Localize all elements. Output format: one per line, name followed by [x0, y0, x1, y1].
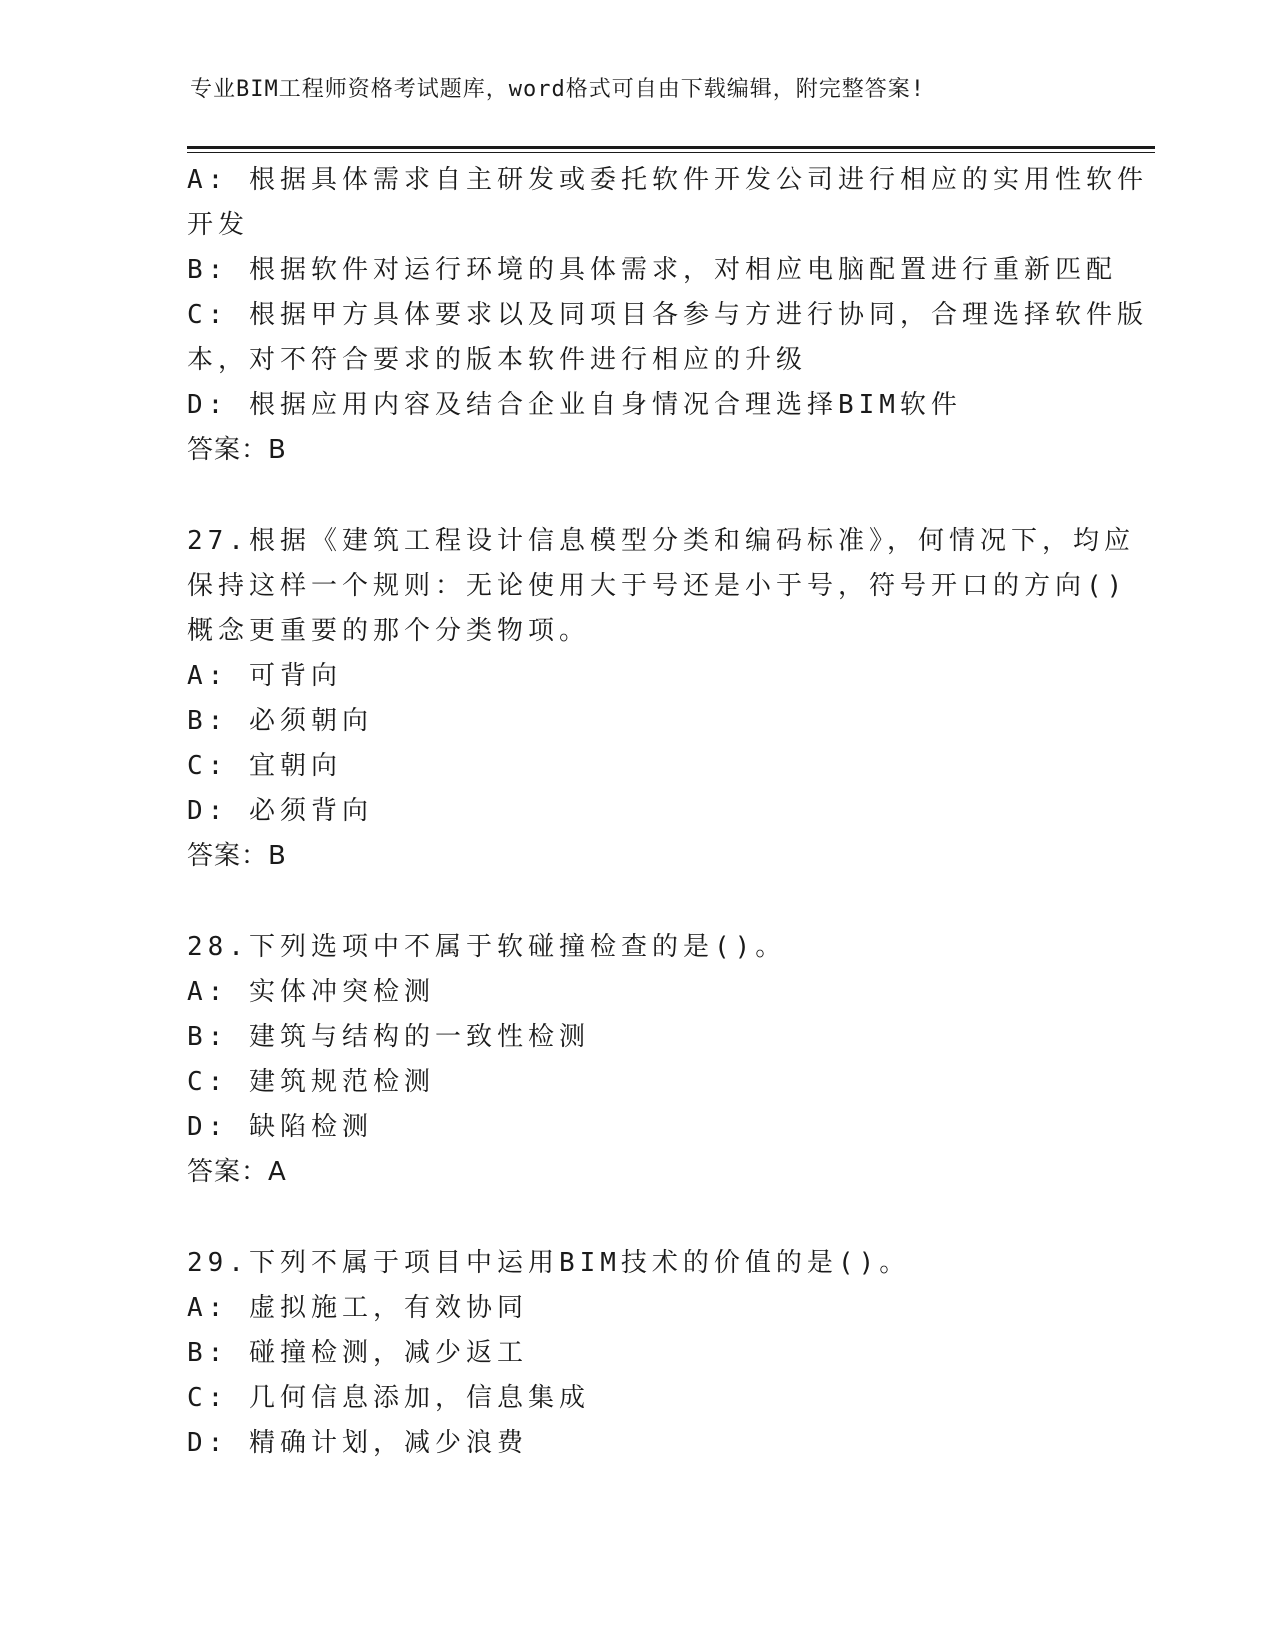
option-d: D: 根据应用内容及结合企业自身情况合理选择BIM软件: [187, 390, 962, 420]
option-c: C: 宜朝向: [187, 751, 342, 781]
answer: 答案：A: [187, 1157, 287, 1187]
spacer: [187, 879, 1087, 925]
question-text: 27.根据《建筑工程设计信息模型分类和编码标准》，何情况下，均应: [187, 526, 1135, 556]
option-b: B: 必须朝向: [187, 706, 373, 736]
question-text-continued: 概念更重要的那个分类物项。: [187, 616, 591, 646]
question-list: [187, 158, 1148, 1466]
question-text: 28.下列选项中不属于软碰撞检查的是()。: [187, 932, 787, 962]
question-text: 29.下列不属于项目中运用BIM技术的价值的是()。: [187, 1248, 911, 1278]
option-d: D: 必须背向: [187, 796, 373, 826]
question-29: [187, 1241, 1087, 1466]
option-a: A: 可背向: [187, 661, 342, 691]
answer: 答案：B: [187, 841, 287, 871]
spacer: [187, 1195, 1087, 1241]
question-text-continued: 保持这样一个规则：无论使用大于号还是小于号，符号开口的方向(): [187, 571, 1128, 601]
option-b: B: 建筑与结构的一致性检测: [187, 1022, 590, 1052]
option-a-continued: 开发: [187, 210, 250, 240]
option-a: A: 虚拟施工，有效协同: [187, 1293, 528, 1323]
option-c: C: 建筑规范检测: [187, 1067, 435, 1097]
page-header: 专业BIM工程师资格考试题库，word格式可自由下载编辑，附完整答案!: [190, 77, 925, 102]
option-a: A: 根据具体需求自主研发或委托软件开发公司进行相应的实用性软件: [187, 165, 1148, 195]
header-rule-thin: [187, 152, 1155, 153]
question-27: [187, 519, 1135, 879]
option-c-continued: 本，对不符合要求的版本软件进行相应的升级: [187, 345, 808, 375]
option-b: B: 碰撞检测，减少返工: [187, 1338, 528, 1368]
option-c: C: 根据甲方具体要求以及同项目各参与方进行协同，合理选择软件版: [187, 300, 1148, 330]
spacer: [187, 473, 1087, 519]
question-28: [187, 925, 1087, 1195]
option-b: B: 根据软件对运行环境的具体需求，对相应电脑配置进行重新匹配: [187, 255, 1117, 285]
option-a: A: 实体冲突检测: [187, 977, 435, 1007]
question-26: [187, 158, 1148, 473]
option-d: D: 缺陷检测: [187, 1112, 373, 1142]
option-c: C: 几何信息添加，信息集成: [187, 1383, 590, 1413]
answer: 答案：B: [187, 435, 287, 465]
option-d: D: 精确计划，减少浪费: [187, 1428, 528, 1458]
header-rule-thick: [187, 146, 1155, 149]
